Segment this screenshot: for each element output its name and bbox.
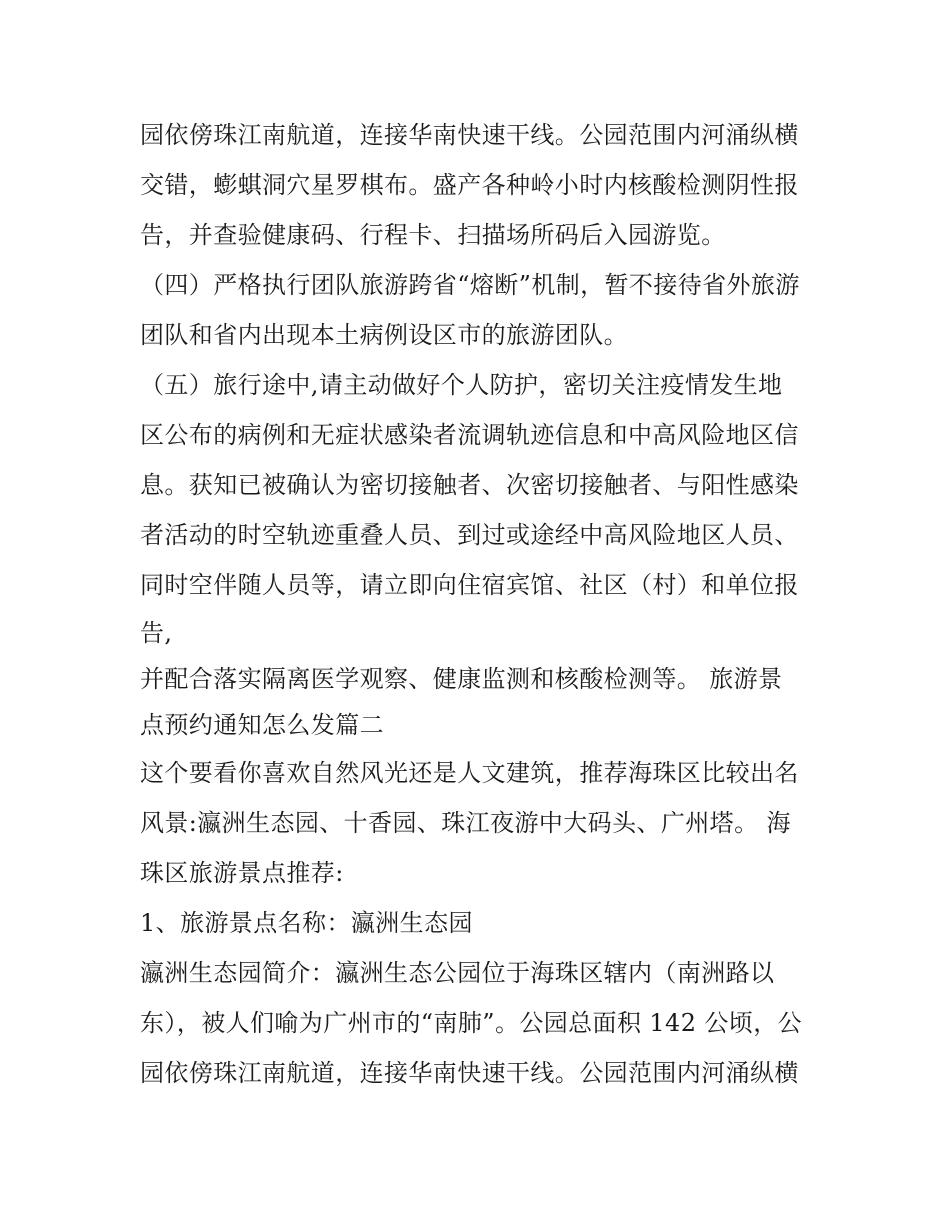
- text-line: 息。获知已被确认为密切接触者、次密切接触者、与阳性感染: [140, 471, 799, 499]
- text-line: 交错，蟛蜞洞穴星罗棋布。盛产各种岭小时内核酸检测阴性报: [140, 171, 799, 199]
- text-line: 同时空伴随人员等，请立即向住宿宾馆、社区（村）和单位报: [140, 571, 799, 599]
- text-line: 点预约通知怎么发篇二: [140, 711, 384, 739]
- text-line: 者活动的时空轨迹重叠人员、到过或途经中高风险地区人员、: [140, 521, 799, 549]
- text-line: 告，并查验健康码、行程卡、扫描场所码后入园游览。: [140, 221, 726, 249]
- text-line: （四）严格执行团队旅游跨省“熔断”机制，暂不接待省外旅游: [140, 271, 800, 299]
- text-line: 珠区旅游景点推荐:: [140, 859, 344, 887]
- text-line: 团队和省内出现本土病例设区市的旅游团队。: [140, 321, 628, 349]
- text-line: 并配合落实隔离医学观察、健康监测和核酸检测等。 旅游景: [140, 665, 783, 693]
- text-line: 园依傍珠江南航道，连接华南快速干线。公园范围内河涌纵横: [140, 121, 799, 149]
- text-line: 东），被人们喻为广州市的“南肺”。公园总面积 142 公顷，公: [140, 1009, 803, 1037]
- text-line: 风景:瀛洲生态园、十香园、珠江夜游中大码头、广州塔。 海: [140, 809, 791, 837]
- text-line: 区公布的病例和无症状感染者流调轨迹信息和中高风险地区信: [140, 421, 799, 449]
- text-line: 园依傍珠江南航道，连接华南快速干线。公园范围内河涌纵横: [140, 1059, 799, 1087]
- body-text: [140, 110, 830, 1098]
- text-line: （五）旅行途中,请主动做好个人防护，密切关注疫情发生地: [140, 371, 783, 399]
- text-line: 1、旅游景点名称：瀛洲生态园: [140, 909, 473, 937]
- text-line: 瀛洲生态园简介：瀛洲生态公园位于海珠区辖内（南洲路以: [140, 959, 775, 987]
- text-line: 这个要看你喜欢自然风光还是人文建筑，推荐海珠区比较出名: [140, 759, 799, 787]
- text-line: 告,: [140, 619, 173, 647]
